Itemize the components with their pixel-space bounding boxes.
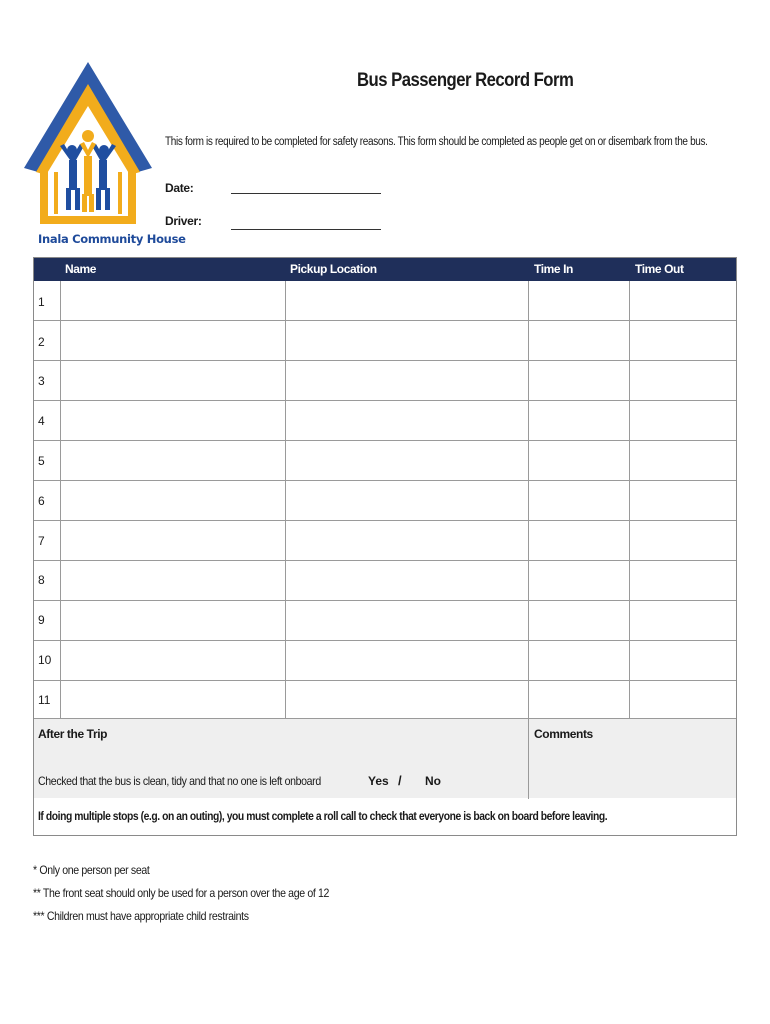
row-number: 11: [38, 693, 51, 707]
row-divider: [34, 360, 736, 361]
row-number: 4: [38, 414, 45, 428]
option-separator: /: [398, 773, 402, 788]
logo-caption: Inala Community House: [38, 232, 186, 246]
header-name: Name: [65, 262, 97, 276]
passenger-table: [33, 257, 737, 798]
driver-label: Driver:: [165, 214, 202, 228]
yes-option[interactable]: Yes: [368, 774, 389, 788]
bus-check-text: Checked that the bus is clean, tidy and that no one is left onboard: [38, 774, 321, 788]
column-divider: [629, 281, 630, 718]
row-divider: [34, 480, 736, 481]
header-time-in: Time In: [534, 262, 573, 276]
row-divider: [34, 560, 736, 561]
after-trip-title: After the Trip: [38, 727, 108, 741]
note-child-restraints: *** Children must have appropriate child restraints: [33, 909, 249, 923]
table-header: [34, 258, 736, 281]
row-number: 1: [38, 295, 45, 309]
row-divider: [34, 440, 736, 441]
row-number: 2: [38, 335, 45, 349]
column-divider: [528, 281, 529, 718]
roll-call-text: If doing multiple stops (e.g. on an outing), you must complete a roll call to check that everyone is back on board before leaving.: [38, 809, 608, 823]
row-number: 6: [38, 494, 45, 508]
row-number: 7: [38, 534, 45, 548]
column-divider: [285, 281, 286, 718]
row-divider: [34, 640, 736, 641]
note-one-person: * Only one person per seat: [33, 863, 150, 877]
column-divider: [60, 281, 61, 718]
header-time-out: Time Out: [635, 262, 684, 276]
row-divider: [34, 520, 736, 521]
no-option[interactable]: No: [425, 774, 441, 788]
page-title: Bus Passenger Record Form: [357, 70, 574, 91]
row-number: 8: [38, 573, 45, 587]
header-pickup-location: Pickup Location: [290, 262, 377, 276]
date-label: Date:: [165, 181, 194, 195]
comments-divider: [528, 719, 529, 799]
date-field[interactable]: [231, 193, 381, 194]
driver-field[interactable]: [231, 229, 381, 230]
row-divider: [34, 400, 736, 401]
row-number: 5: [38, 454, 45, 468]
row-divider: [34, 680, 736, 681]
row-divider: [34, 600, 736, 601]
row-divider: [34, 320, 736, 321]
row-number: 10: [38, 653, 52, 667]
intro-text: This form is required to be completed for safety reasons. This form should be completed as people get on or disembark from the bus.: [165, 136, 708, 148]
after-trip-section: [34, 718, 736, 798]
row-number: 3: [38, 374, 45, 388]
note-front-seat: ** The front seat should only be used for a person over the age of 12: [33, 886, 330, 900]
inala-community-house-logo: [20, 60, 156, 250]
comments-label: Comments: [534, 727, 593, 741]
roll-call-notice: [33, 797, 737, 836]
row-number: 9: [38, 613, 45, 627]
